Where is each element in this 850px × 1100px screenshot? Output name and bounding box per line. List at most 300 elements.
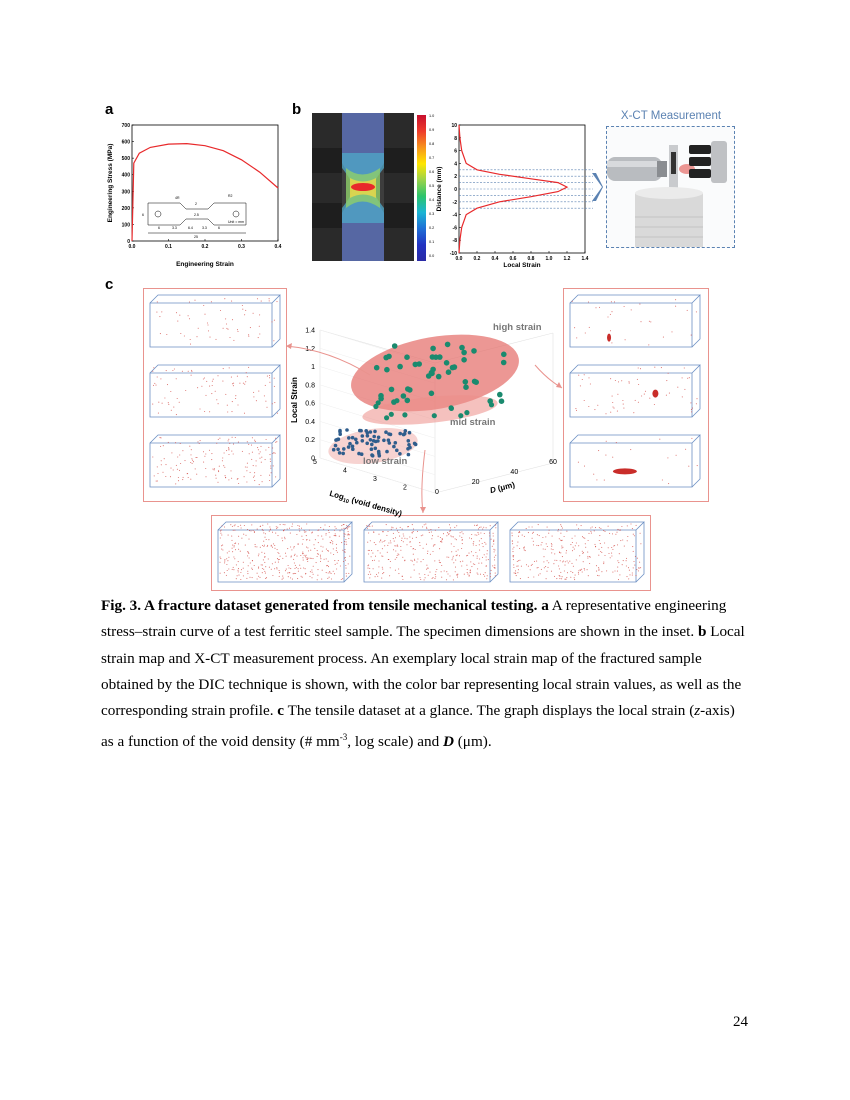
void-dot xyxy=(343,528,344,529)
void-dot xyxy=(414,570,415,571)
void-dot xyxy=(532,538,533,539)
void-dot xyxy=(237,570,238,571)
void-dot xyxy=(460,561,461,562)
void-dot xyxy=(223,465,224,466)
void-dot xyxy=(567,572,568,573)
void-dot xyxy=(578,572,579,573)
void-dot xyxy=(176,378,177,379)
void-dot xyxy=(275,533,276,534)
void-dot xyxy=(637,379,638,380)
caption-b-label: b xyxy=(697,623,707,641)
void-dot xyxy=(224,298,225,299)
void-dot xyxy=(337,552,338,553)
void-dot xyxy=(449,575,450,576)
void-dot xyxy=(238,483,239,484)
void-dot xyxy=(286,556,287,557)
void-dot xyxy=(220,533,221,534)
void-dot xyxy=(513,567,514,568)
void-dot xyxy=(484,576,485,577)
void-dot xyxy=(402,579,403,580)
void-dot xyxy=(387,545,388,546)
void-dot xyxy=(228,568,229,569)
void-dot xyxy=(587,556,588,557)
void-dot xyxy=(224,562,225,563)
y-tick-label: 20 xyxy=(471,479,480,486)
void-dot xyxy=(245,381,246,382)
void-dot xyxy=(190,479,191,480)
void-dot xyxy=(526,528,527,529)
void-dot xyxy=(206,381,207,382)
void-dot xyxy=(321,579,322,580)
void-dot xyxy=(265,459,266,460)
void-dot xyxy=(483,574,484,575)
void-dot xyxy=(225,477,226,478)
void-dot xyxy=(626,576,627,577)
void-dot xyxy=(272,532,273,533)
void-dot xyxy=(432,551,433,552)
void-dot xyxy=(298,568,299,569)
void-dot xyxy=(204,377,205,378)
void-dot xyxy=(528,532,529,533)
void-dot xyxy=(188,371,189,372)
void-dot xyxy=(402,576,403,577)
void-dot xyxy=(394,545,395,546)
void-dot xyxy=(596,571,597,572)
void-dot xyxy=(440,562,441,563)
void-dot xyxy=(417,558,418,559)
void-dot xyxy=(598,567,599,568)
void-dot xyxy=(171,452,172,453)
void-dot xyxy=(199,408,200,409)
void-dot xyxy=(212,381,213,382)
void-dot xyxy=(373,568,374,569)
void-dot xyxy=(378,560,379,561)
void-dot xyxy=(623,560,624,561)
void-dot xyxy=(515,570,516,571)
void-dot xyxy=(612,457,613,458)
void-dot xyxy=(453,579,454,580)
void-dot xyxy=(220,557,221,558)
void-dot xyxy=(318,554,319,555)
void-dot xyxy=(247,555,248,556)
void-dot xyxy=(237,575,238,576)
void-dot xyxy=(160,437,161,438)
void-dot xyxy=(203,305,204,306)
void-dot xyxy=(264,537,265,538)
void-dot xyxy=(608,526,609,527)
void-dot xyxy=(519,560,520,561)
void-dot xyxy=(598,555,599,556)
y-tick-label: -6 xyxy=(452,225,457,232)
void-dot xyxy=(249,453,250,454)
void-dot xyxy=(238,536,239,537)
void-dot xyxy=(556,578,557,579)
void-dot xyxy=(616,442,617,443)
void-dot xyxy=(344,544,345,545)
void-dot xyxy=(237,376,238,377)
void-dot xyxy=(456,539,457,540)
void-dot xyxy=(276,567,277,568)
void-dot xyxy=(654,367,655,368)
void-dot xyxy=(382,541,383,542)
void-dot xyxy=(387,531,388,532)
void-dot xyxy=(255,465,256,466)
void-dot xyxy=(346,525,347,526)
void-dot xyxy=(638,570,639,571)
void-dot xyxy=(559,575,560,576)
void-dot xyxy=(640,567,641,568)
void-dot xyxy=(576,559,577,560)
void-dot xyxy=(260,451,261,452)
void-dot xyxy=(486,566,487,567)
void-dot xyxy=(570,544,571,545)
void-dot xyxy=(339,536,340,537)
void-dot xyxy=(326,533,327,534)
void-dot xyxy=(412,524,413,525)
void-dot xyxy=(220,537,221,538)
void-dot xyxy=(617,571,618,572)
void-dot xyxy=(669,393,670,394)
void-dot xyxy=(677,387,678,388)
void-dot xyxy=(634,565,635,566)
void-dot xyxy=(348,573,349,574)
void-dot xyxy=(609,533,610,534)
void-dot xyxy=(513,556,514,557)
void-dot xyxy=(188,477,189,478)
void-dot xyxy=(451,543,452,544)
void-dot xyxy=(400,546,401,547)
void-dot xyxy=(343,561,344,562)
void-dot xyxy=(258,568,259,569)
void-dot xyxy=(455,571,456,572)
void-dot xyxy=(230,470,231,471)
void-dot xyxy=(378,566,379,567)
void-dot xyxy=(559,552,560,553)
x-tick-label: 0.0 xyxy=(455,256,463,262)
void-dot xyxy=(311,558,312,559)
void-dot xyxy=(598,575,599,576)
void-dot xyxy=(213,379,214,380)
void-dot xyxy=(547,567,548,568)
void-dot xyxy=(178,480,179,481)
void-dot xyxy=(601,571,602,572)
void-dot xyxy=(615,534,616,535)
void-dot xyxy=(233,444,234,445)
void-dot xyxy=(572,301,573,302)
void-dot xyxy=(512,543,513,544)
void-dot xyxy=(200,440,201,441)
void-dot xyxy=(333,548,334,549)
void-dot xyxy=(306,547,307,548)
void-dot xyxy=(165,476,166,477)
void-dot xyxy=(455,538,456,539)
void-dot xyxy=(269,382,270,383)
void-volume xyxy=(570,295,700,347)
void-dot xyxy=(374,542,375,543)
inset-dim: 3.3 xyxy=(202,226,207,230)
void-dot xyxy=(538,524,539,525)
void-dot xyxy=(428,575,429,576)
void-dot xyxy=(493,540,494,541)
void-dot xyxy=(294,573,295,574)
void-dot xyxy=(538,575,539,576)
colorbar-tick-label: 0.9 xyxy=(429,128,435,132)
void-dot xyxy=(266,577,267,578)
void-dot xyxy=(294,562,295,563)
void-dot xyxy=(286,569,287,570)
void-dot xyxy=(235,395,236,396)
void-dot xyxy=(220,573,221,574)
void-dot xyxy=(628,381,629,382)
void-dot xyxy=(284,537,285,538)
void-dot xyxy=(173,469,174,470)
void-dot xyxy=(473,541,474,542)
void-dot xyxy=(560,529,561,530)
void-dot xyxy=(281,538,282,539)
void-dot xyxy=(238,568,239,569)
void-dot xyxy=(284,538,285,539)
void-dot xyxy=(221,525,222,526)
void-dot xyxy=(585,543,586,544)
void-dot xyxy=(610,557,611,558)
void-dot xyxy=(461,565,462,566)
void-dot xyxy=(398,568,399,569)
void-dot xyxy=(301,528,302,529)
void-dot xyxy=(386,524,387,525)
void-dot xyxy=(571,563,572,564)
void-dot xyxy=(318,542,319,543)
void-dot xyxy=(624,306,625,307)
void-dot xyxy=(346,576,347,577)
void-dot xyxy=(682,396,683,397)
void-dot xyxy=(603,562,604,563)
void-dot xyxy=(246,470,247,471)
void-dot xyxy=(397,530,398,531)
void-dot xyxy=(524,536,525,537)
void-dot xyxy=(327,578,328,579)
y-tick-label: -4 xyxy=(452,212,457,219)
void-dot xyxy=(345,568,346,569)
void-dot xyxy=(539,535,540,536)
caption-d-symbol: D xyxy=(442,733,454,751)
void-dot xyxy=(289,528,290,529)
void-dot xyxy=(267,376,268,377)
void-dot xyxy=(322,570,323,571)
void-dot xyxy=(638,367,639,368)
void-dot xyxy=(305,573,306,574)
x-tick-label: 0.2 xyxy=(473,256,481,262)
void-dot xyxy=(484,554,485,555)
void-dot xyxy=(368,550,369,551)
void-dot xyxy=(283,578,284,579)
void-dot xyxy=(263,546,264,547)
void-dot xyxy=(214,469,215,470)
void-dot xyxy=(611,301,612,302)
void-dot xyxy=(335,533,336,534)
specimen-inset xyxy=(148,203,246,233)
void-dot xyxy=(180,333,181,334)
y-tick-label: 500 xyxy=(121,156,130,163)
void-dot xyxy=(558,565,559,566)
void-dot xyxy=(296,556,297,557)
void-dot xyxy=(247,376,248,377)
void-dot xyxy=(435,571,436,572)
void-dot xyxy=(290,533,291,534)
void-dot xyxy=(471,551,472,552)
void-dot xyxy=(639,562,640,563)
void-dot xyxy=(262,572,263,573)
void-dot xyxy=(282,579,283,580)
void-dot xyxy=(419,542,420,543)
void-dot xyxy=(222,545,223,546)
void-dot xyxy=(257,573,258,574)
void-dot xyxy=(636,525,637,526)
void-dot xyxy=(618,562,619,563)
void-dot xyxy=(545,536,546,537)
void-dot xyxy=(675,299,676,300)
void-dot xyxy=(225,394,226,395)
void-dot xyxy=(594,530,595,531)
void-dot xyxy=(309,530,310,531)
void-dot xyxy=(543,548,544,549)
inset-dim: 25 xyxy=(194,235,198,239)
void-dot xyxy=(512,535,513,536)
void-dot xyxy=(273,465,274,466)
void-dot xyxy=(471,566,472,567)
void-dot xyxy=(578,574,579,575)
void-dot xyxy=(289,572,290,573)
void-dot xyxy=(554,576,555,577)
void-dot xyxy=(372,560,373,561)
void-dot xyxy=(276,528,277,529)
void-dot xyxy=(269,298,270,299)
void-dot xyxy=(612,406,613,407)
void-dot xyxy=(511,533,512,534)
void-dot xyxy=(633,551,634,552)
void-dot xyxy=(185,390,186,391)
void-dot xyxy=(265,449,266,450)
void-dot xyxy=(486,559,487,560)
void-dot xyxy=(174,368,175,369)
void-dot xyxy=(175,442,176,443)
void-dot xyxy=(290,556,291,557)
void-dot xyxy=(349,556,350,557)
void-dot xyxy=(248,539,249,540)
colorbar-tick-label: 0.2 xyxy=(429,226,435,230)
void-dot xyxy=(244,314,245,315)
void-dot xyxy=(282,558,283,559)
void-dot xyxy=(470,561,471,562)
void-dot xyxy=(580,385,581,386)
void-dot xyxy=(518,565,519,566)
void-dot xyxy=(489,532,490,533)
x-tick-label: 1.2 xyxy=(563,256,571,262)
void-dot xyxy=(588,301,589,302)
void-dot xyxy=(306,523,307,524)
void-dot xyxy=(333,554,334,555)
void-dot xyxy=(564,565,565,566)
void-dot xyxy=(548,562,549,563)
void-dot xyxy=(444,570,445,571)
void-dot xyxy=(252,437,253,438)
void-dot xyxy=(600,551,601,552)
y-tick-label: 0 xyxy=(435,489,439,496)
void-dot xyxy=(247,467,248,468)
void-dot xyxy=(197,387,198,388)
void-dot xyxy=(486,553,487,554)
low-strain-void-images xyxy=(143,288,287,502)
void-dot xyxy=(291,549,292,550)
void-dot xyxy=(533,532,534,533)
void-dot xyxy=(413,564,414,565)
void-dot xyxy=(582,553,583,554)
void-dot xyxy=(441,540,442,541)
void-dot xyxy=(547,560,548,561)
void-dot xyxy=(384,545,385,546)
void-dot xyxy=(690,402,691,403)
void-dot xyxy=(439,548,440,549)
void-dot xyxy=(250,562,251,563)
plot-area xyxy=(132,125,278,241)
void-dot xyxy=(532,533,533,534)
void-dot xyxy=(263,541,264,542)
void-dot xyxy=(667,457,668,458)
void-dot xyxy=(329,571,330,572)
void-dot xyxy=(616,532,617,533)
void-dot xyxy=(452,557,453,558)
void-dot xyxy=(288,565,289,566)
void-dot xyxy=(256,460,257,461)
void-dot xyxy=(222,549,223,550)
y-tick-label: 0 xyxy=(454,187,457,193)
void-dot xyxy=(226,558,227,559)
x-tick-label: 4 xyxy=(343,467,347,475)
void-dot xyxy=(273,340,274,341)
void-dot xyxy=(329,572,330,573)
void-dot xyxy=(243,562,244,563)
void-dot xyxy=(294,554,295,555)
void-dot xyxy=(164,397,165,398)
void-dot xyxy=(176,465,177,466)
void-dot xyxy=(237,404,238,405)
void-dot xyxy=(298,544,299,545)
void-dot xyxy=(691,409,692,410)
void-dot xyxy=(305,531,306,532)
void-dot xyxy=(552,536,553,537)
void-dot xyxy=(538,567,539,568)
void-dot xyxy=(551,544,552,545)
void-dot xyxy=(189,318,190,319)
void-dot xyxy=(234,545,235,546)
void-dot xyxy=(484,542,485,543)
void-dot xyxy=(590,531,591,532)
void-dot xyxy=(287,572,288,573)
void-dot xyxy=(261,301,262,302)
void-dot xyxy=(245,310,246,311)
void-dot xyxy=(584,400,585,401)
void-dot xyxy=(628,578,629,579)
y-axis-label: Distance (mm) xyxy=(436,166,443,212)
void-dot xyxy=(303,567,304,568)
void-dot xyxy=(495,575,496,576)
void-dot xyxy=(331,573,332,574)
void-dot xyxy=(573,566,574,567)
void-dot xyxy=(490,573,491,574)
x-tick-label: 2 xyxy=(403,484,407,492)
void-dot xyxy=(519,548,520,549)
void-dot xyxy=(492,546,493,547)
void-dot xyxy=(227,329,228,330)
